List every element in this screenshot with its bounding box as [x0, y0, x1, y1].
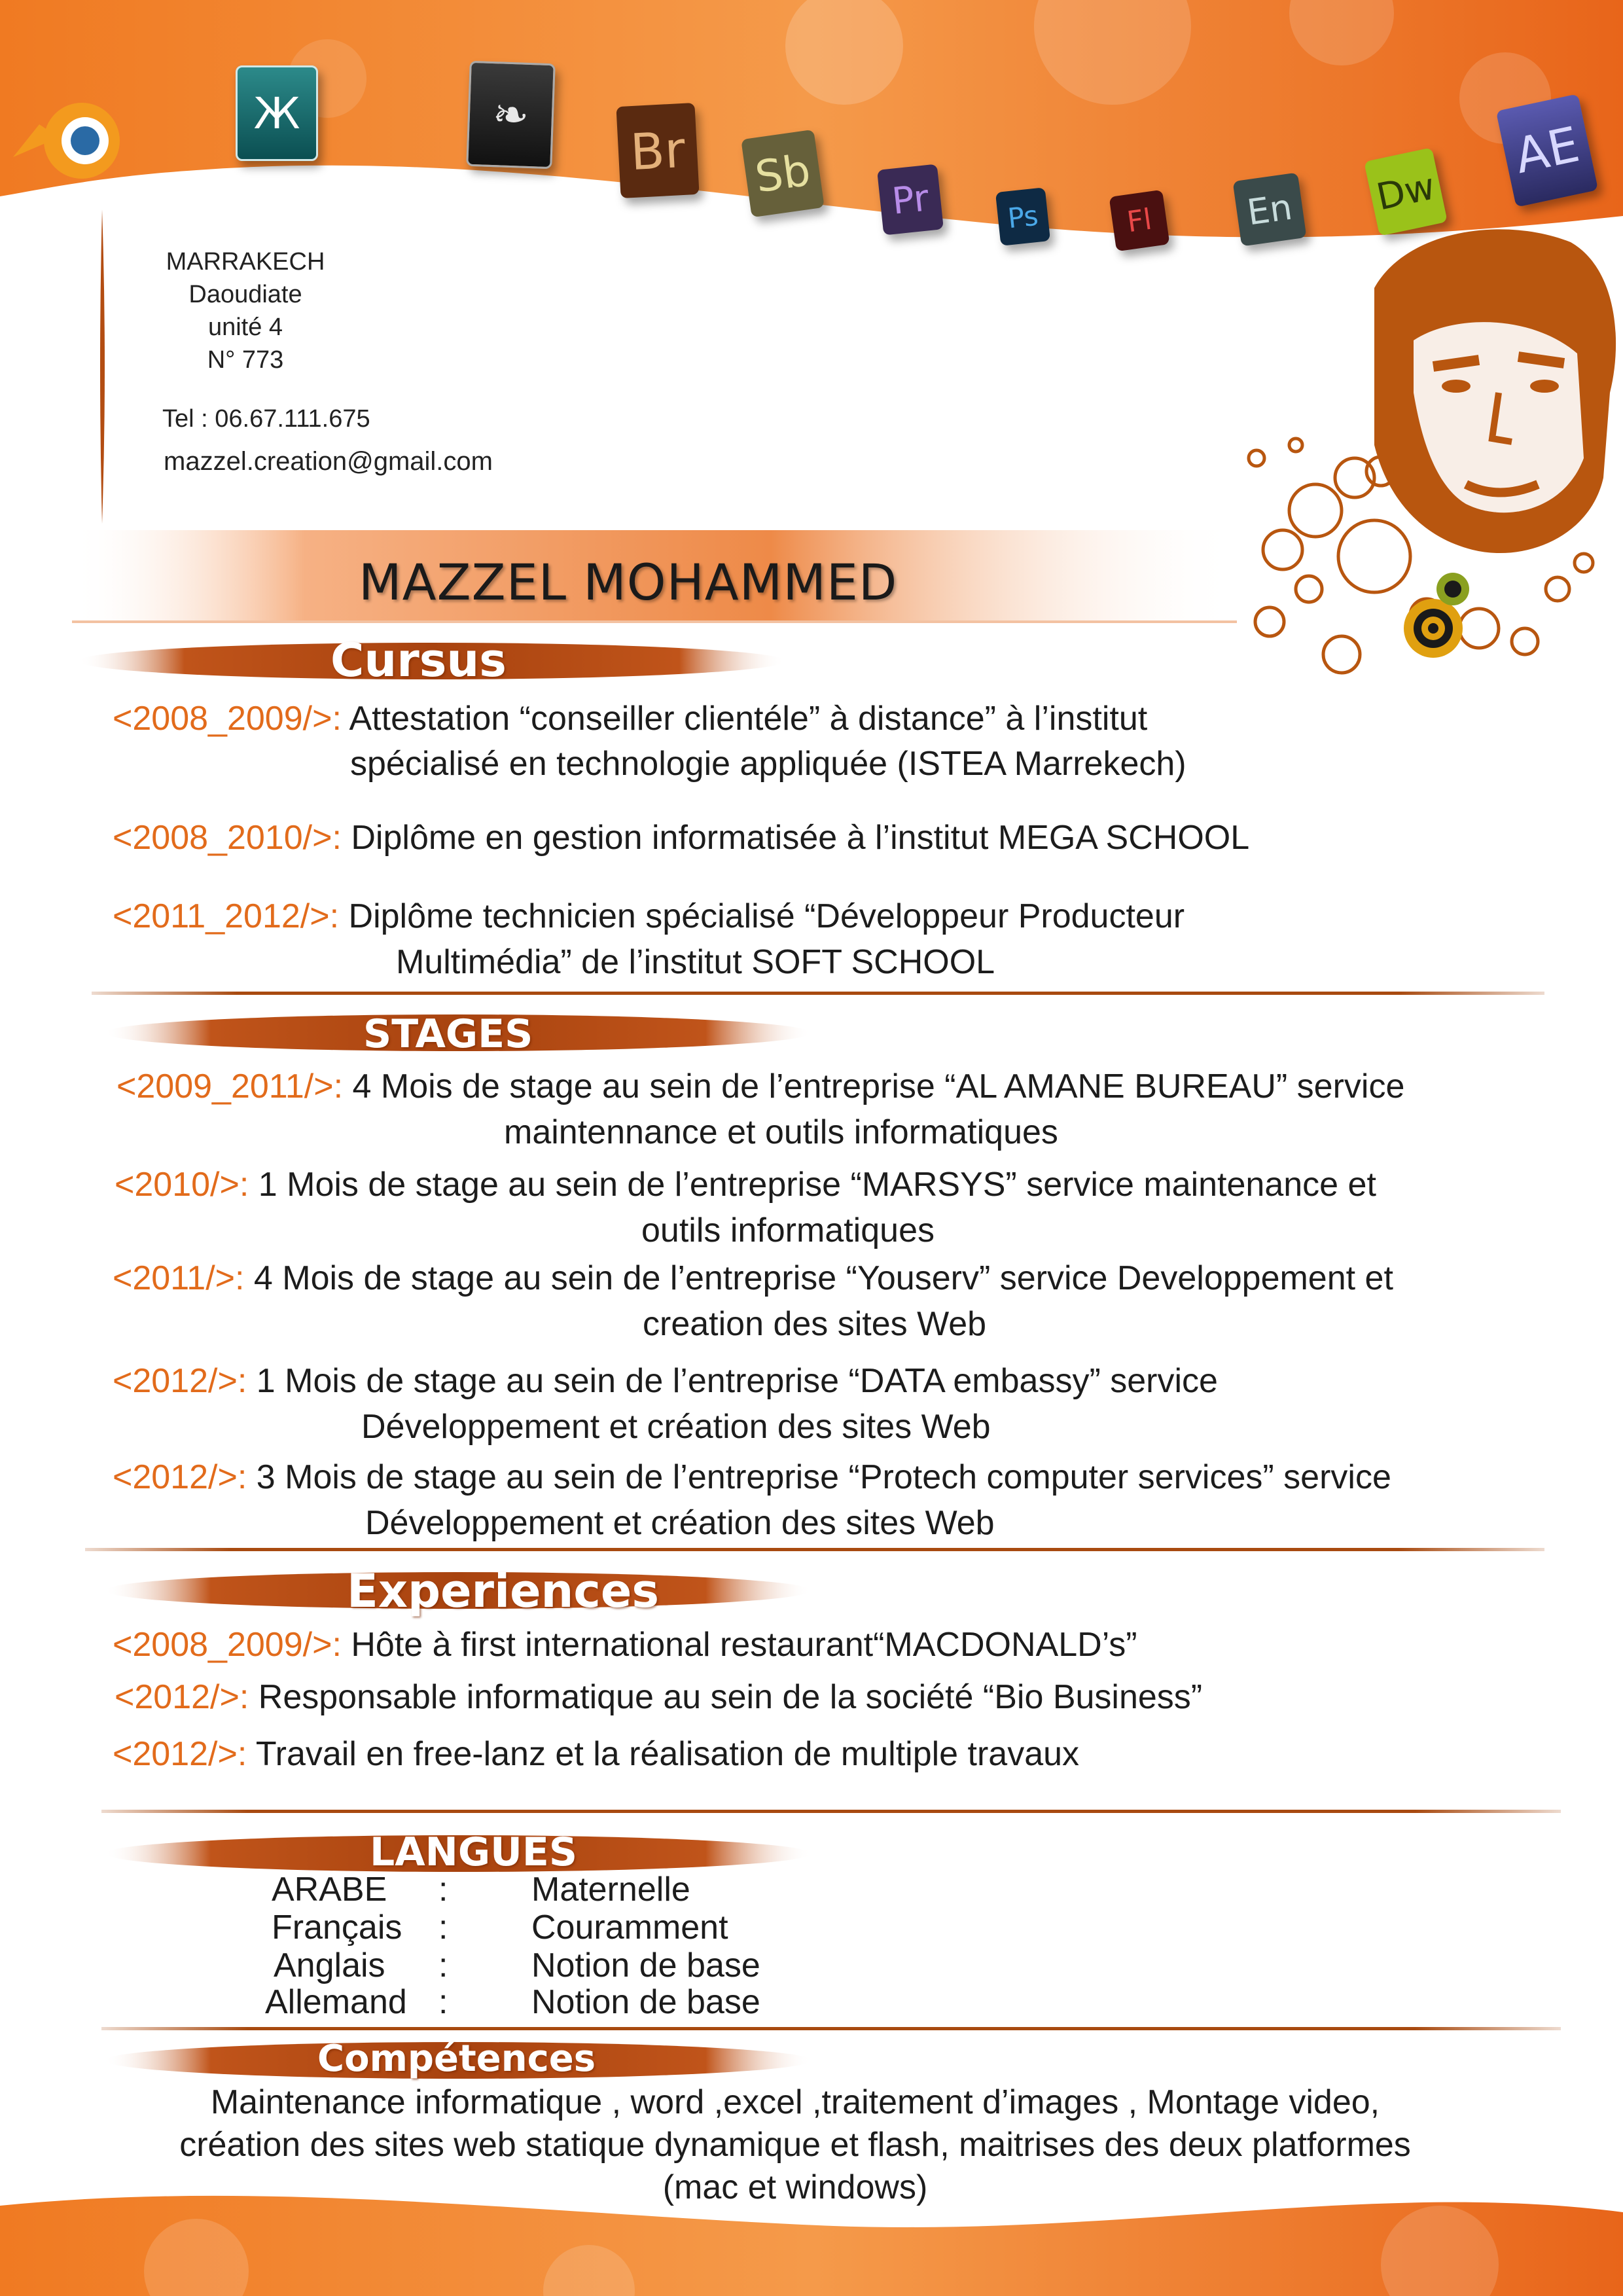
experience-item-3 [113, 1731, 1079, 1777]
cursus-year-1: <2008_2009/>: [113, 700, 342, 738]
cursus-year-3: <2011_2012/>: [113, 897, 340, 935]
section-title-stages: STAGES [363, 1011, 533, 1057]
stage-text-5: 3 Mois de stage au sein de l’entreprise “Protech computer services” service [247, 1458, 1391, 1496]
maya-icon: ❧ [466, 61, 556, 169]
3dsmax-icon: Ж [236, 65, 318, 161]
stage-year-1: <2009_2011/>: [116, 1067, 344, 1105]
premiere-icon: Pr [877, 164, 944, 235]
divider [101, 1810, 1561, 1813]
cursus-text-1: Attestation “conseiller clientéle” à distance” à l’institut [341, 700, 1148, 738]
language-name-1: ARABE [272, 1871, 387, 1909]
experience-year-3: <2012/>: [113, 1735, 247, 1773]
stage-item-4-cont: Développement et création des sites Web [361, 1408, 991, 1446]
dreamweaver-icon: Dw [1364, 147, 1448, 236]
divider [85, 1548, 1544, 1551]
address-district: Daoudiate [188, 281, 302, 308]
portrait-illustration [1249, 229, 1616, 673]
stage-item-3 [113, 1255, 1393, 1301]
phone-number: Tel : 06.67.111.675 [162, 405, 370, 433]
section-title-experiences: Experiences [347, 1564, 660, 1618]
experience-item-1 [113, 1622, 1137, 1668]
stage-text-3: 4 Mois de stage au sein de l’entreprise “Youserv” service Developpement et [244, 1259, 1393, 1297]
cursus-year-2: <2008_2010/>: [113, 819, 342, 857]
language-sep-4: : [438, 1983, 448, 2021]
language-name-3: Anglais [274, 1946, 385, 1984]
stage-text-4: 1 Mois de stage au sein de l’entreprise “DATA embassy” service [247, 1362, 1218, 1400]
stage-text-1: 4 Mois de stage au sein de l’entreprise “AL AMANE BUREAU” service [343, 1067, 1405, 1105]
language-sep-1: : [438, 1871, 448, 1909]
experience-item-2 [115, 1674, 1202, 1720]
experience-text-3: Travail en free-lanz et la réalisation de multiple travaux [247, 1735, 1080, 1773]
blender-icon [0, 98, 131, 183]
encore-icon: En [1233, 173, 1307, 247]
stage-year-5: <2012/>: [113, 1458, 247, 1496]
bridge-icon: Br [616, 103, 699, 198]
address-block [157, 245, 334, 376]
section-title-cursus: Cursus [330, 634, 507, 687]
stage-item-2 [115, 1162, 1376, 1208]
address-unit: unité 4 [207, 314, 283, 341]
language-level-2: Couramment [531, 1909, 728, 1946]
address-number: N° 773 [207, 346, 284, 374]
cursus-text-2: Diplôme en gestion informatisée à l’institut MEGA SCHOOL [341, 819, 1250, 857]
competences-text [131, 2081, 1459, 2209]
experience-year-2: <2012/>: [115, 1678, 249, 1716]
cursus-item-1 [113, 696, 1147, 742]
cursus-item-3 [113, 893, 1185, 939]
experience-text-2: Responsable informatique au sein de la société “Bio Business” [249, 1678, 1203, 1716]
candidate-name: MAZZEL MOHAMMED [359, 553, 898, 611]
language-sep-2: : [438, 1909, 448, 1946]
cursus-item-3-cont: Multimédia” de l’institut SOFT SCHOOL [396, 943, 995, 981]
cursus-text-3: Diplôme technicien spécialisé “Développeur Producteur [339, 897, 1185, 935]
stage-item-5-cont: Développement et création des sites Web [365, 1504, 995, 1542]
language-level-3: Notion de base [531, 1946, 760, 1984]
language-sep-3: : [438, 1946, 448, 1984]
competences-line-3: (mac et windows) [662, 2168, 928, 2206]
language-level-4: Notion de base [531, 1983, 760, 2021]
stage-item-2-cont: outils informatiques [641, 1211, 935, 1249]
photoshop-icon: Ps [995, 187, 1050, 245]
language-name-4: Allemand [265, 1983, 407, 2021]
section-title-langues: LANGUES [370, 1829, 578, 1875]
stage-year-2: <2010/>: [115, 1166, 249, 1204]
soundbooth-icon: Sb [741, 130, 825, 217]
stage-year-3: <2011/>: [113, 1259, 245, 1297]
language-name-2: Français [272, 1909, 402, 1946]
divider [92, 992, 1544, 995]
email-address[interactable]: mazzel.creation@gmail.com [164, 447, 493, 476]
competences-line-2: création des sites web statique dynamique et flash, maitrises des deux platformes [179, 2126, 1411, 2164]
stage-item-4 [113, 1358, 1218, 1404]
experience-year-1: <2008_2009/>: [113, 1626, 342, 1664]
address-city: MARRAKECH [166, 248, 325, 276]
flash-icon: Fl [1109, 190, 1170, 252]
cursus-item-2 [113, 815, 1249, 861]
competences-line-1: Maintenance informatique , word ,excel ,traitement d’images , Montage video, [210, 2083, 1380, 2121]
stage-text-2: 1 Mois de stage au sein de l’entreprise “MARSYS” service maintenance et [249, 1166, 1376, 1204]
stage-item-1-cont: maintennance et outils informatiques [504, 1113, 1058, 1151]
stage-item-3-cont: creation des sites Web [643, 1305, 987, 1343]
stage-item-1 [116, 1064, 1404, 1109]
divider [101, 2027, 1561, 2030]
stage-item-5 [113, 1454, 1391, 1500]
stage-year-4: <2012/>: [113, 1362, 247, 1400]
experience-text-1: Hôte à first international restaurant“MACDONALD’s” [341, 1626, 1137, 1664]
cursus-item-1-cont: spécialisé en technologie appliquée (ISTEA Marrekech) [350, 745, 1186, 783]
aftereffects-icon: AE [1496, 94, 1598, 207]
language-level-1: Maternelle [531, 1871, 690, 1909]
section-title-competences: Compétences [317, 2037, 596, 2080]
